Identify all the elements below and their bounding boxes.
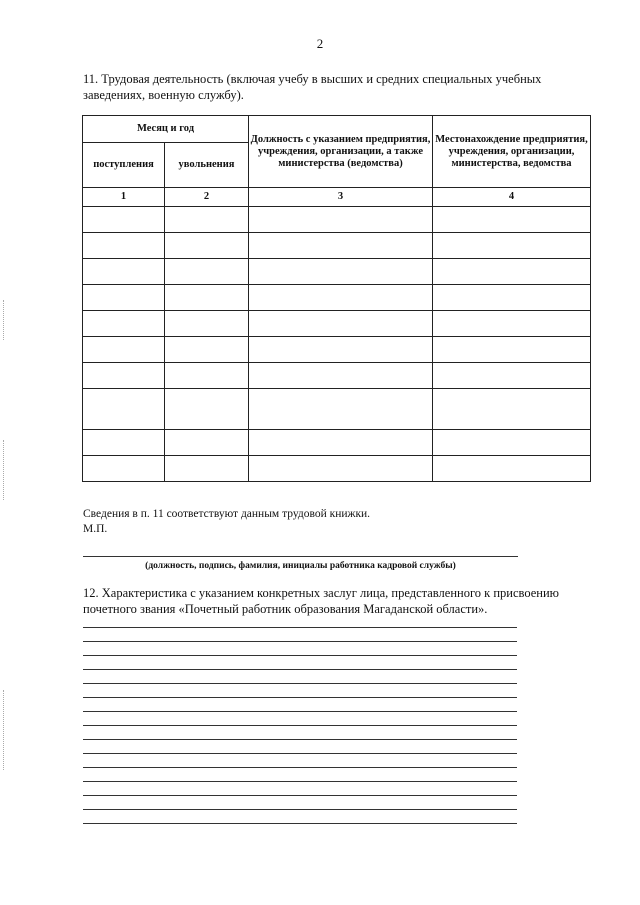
- table-cell[interactable]: [249, 285, 433, 311]
- header-month-year: Месяц и год: [83, 116, 249, 143]
- table-cell[interactable]: [83, 311, 165, 337]
- table-cell[interactable]: [433, 207, 591, 233]
- header-position: Должность с указанием предприятия, учреждения, организации, а также министерства (ведомства): [249, 116, 433, 188]
- characteristic-line[interactable]: [83, 809, 517, 810]
- header-dismissal: увольнения: [165, 143, 249, 188]
- table-cell[interactable]: [249, 363, 433, 389]
- table-cell[interactable]: [83, 389, 165, 430]
- table-cell[interactable]: [83, 259, 165, 285]
- characteristic-line[interactable]: [83, 781, 517, 782]
- table-cell[interactable]: [433, 337, 591, 363]
- characteristic-line[interactable]: [83, 725, 517, 726]
- table-cell[interactable]: [433, 285, 591, 311]
- table-cell[interactable]: [83, 207, 165, 233]
- signature-caption: (должность, подпись, фамилия, инициалы работника кадровой службы): [145, 561, 456, 571]
- scan-margin-mark: [3, 440, 6, 500]
- table-row: [83, 430, 591, 456]
- table-cell[interactable]: [249, 259, 433, 285]
- table-cell[interactable]: [165, 233, 249, 259]
- stamp-label: М.П.: [83, 523, 108, 535]
- table-row: [83, 233, 591, 259]
- table-cell[interactable]: [165, 456, 249, 482]
- table-cell[interactable]: [249, 456, 433, 482]
- table-cell[interactable]: [165, 259, 249, 285]
- table-cell[interactable]: [433, 430, 591, 456]
- table-row: [83, 389, 591, 430]
- table-row: [83, 456, 591, 482]
- table-cell[interactable]: [165, 337, 249, 363]
- table-cell[interactable]: [83, 337, 165, 363]
- table-cell[interactable]: [249, 430, 433, 456]
- table-cell[interactable]: [433, 259, 591, 285]
- characteristic-line[interactable]: [83, 795, 517, 796]
- page-number: 2: [316, 36, 324, 51]
- column-number: 1: [83, 188, 165, 207]
- characteristic-line[interactable]: [83, 669, 517, 670]
- table-cell[interactable]: [249, 233, 433, 259]
- table-cell[interactable]: [433, 311, 591, 337]
- signature-line[interactable]: [83, 556, 518, 557]
- table-cell[interactable]: [83, 285, 165, 311]
- column-number: 4: [433, 188, 591, 207]
- table-cell[interactable]: [83, 430, 165, 456]
- header-location: Местонахождение предприятия, учреждения, организации, министерства, ведомства: [433, 116, 591, 188]
- characteristic-line[interactable]: [83, 711, 517, 712]
- work-history-table: [82, 115, 591, 482]
- table-cell[interactable]: [433, 456, 591, 482]
- table-cell[interactable]: [433, 233, 591, 259]
- table-cell[interactable]: [83, 363, 165, 389]
- header-admission: поступления: [83, 143, 165, 188]
- table-cell[interactable]: [165, 389, 249, 430]
- table-cell[interactable]: [433, 389, 591, 430]
- column-number: 3: [249, 188, 433, 207]
- characteristic-line[interactable]: [83, 627, 517, 628]
- table-cell[interactable]: [83, 233, 165, 259]
- characteristic-line[interactable]: [83, 753, 517, 754]
- table-row: [83, 311, 591, 337]
- characteristic-line[interactable]: [83, 823, 517, 824]
- section-12-heading: 12. Характеристика с указанием конкретных заслуг лица, представленного к присвоению почетного звания «Почетный работник образования Магаданской области».: [83, 586, 560, 616]
- table-row: [83, 363, 591, 389]
- table-cell[interactable]: [83, 456, 165, 482]
- table-row: [83, 337, 591, 363]
- scan-margin-mark: [3, 690, 6, 770]
- table-cell[interactable]: [249, 337, 433, 363]
- table-cell[interactable]: [165, 430, 249, 456]
- table-cell[interactable]: [433, 363, 591, 389]
- table-cell[interactable]: [249, 207, 433, 233]
- table-cell[interactable]: [165, 207, 249, 233]
- scan-margin-mark: [3, 300, 6, 340]
- table-cell[interactable]: [165, 311, 249, 337]
- table-row: [83, 207, 591, 233]
- table-row: [83, 259, 591, 285]
- characteristic-line[interactable]: [83, 697, 517, 698]
- characteristic-line[interactable]: [83, 739, 517, 740]
- workbook-note: Сведения в п. 11 соответствуют данным трудовой книжки.: [83, 508, 371, 520]
- characteristic-line[interactable]: [83, 683, 517, 684]
- characteristic-line[interactable]: [83, 655, 517, 656]
- table-cell[interactable]: [249, 389, 433, 430]
- column-number: 2: [165, 188, 249, 207]
- table-cell[interactable]: [165, 285, 249, 311]
- characteristic-line[interactable]: [83, 641, 517, 642]
- section-11-heading: 11. Трудовая деятельность (включая учебу в высших и средних специальных учебных заведениях, военную службу).: [83, 72, 542, 102]
- table-row: [83, 285, 591, 311]
- characteristic-line[interactable]: [83, 767, 517, 768]
- table-cell[interactable]: [249, 311, 433, 337]
- table-cell[interactable]: [165, 363, 249, 389]
